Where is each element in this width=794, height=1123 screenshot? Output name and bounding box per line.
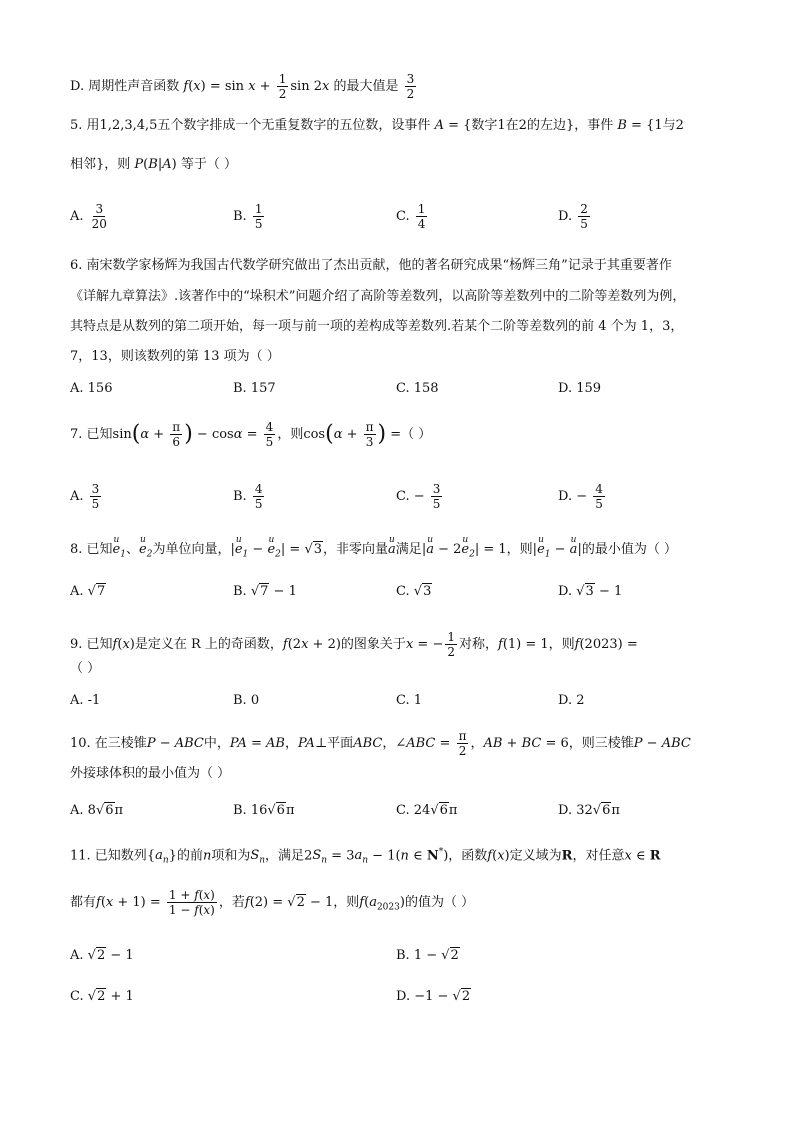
question-9: 9. 已知f(x)是定义在 R 上的奇函数，f(2x + 2)的图象关于x = − $\frac{1}{2}$ 对称，f(1) = 1，则f(2023) =: [70, 630, 638, 659]
q10-option-b: B. 16√6π: [233, 803, 295, 818]
q9-option-a: A. -1: [70, 693, 101, 708]
q10-option-c: C. 24√6π: [396, 803, 458, 818]
q6-option-c: C. 158: [396, 381, 439, 396]
q6-option-d: D. 159: [558, 381, 602, 396]
q11-option-c: C. √2 + 1: [70, 989, 134, 1004]
question-6-line1: 6. 南宋数学家杨辉为我国古代数学研究做出了杰出贡献，他的著名研究成果“杨辉三角”记录于其重要著作: [70, 258, 672, 273]
q9-option-b: B. 0: [233, 693, 260, 708]
q5-option-a: A. $\frac{3}{20}$: [70, 202, 107, 231]
q8-option-d: D. √3 − 1: [558, 584, 623, 599]
q9-option-d: D. 2: [558, 693, 585, 708]
question-6-line3: 其特点是从数列的第二项开始，每一项与前一项的差构成等差数列.若某个二阶等差数列的前 4 个为 1，3，: [70, 319, 684, 334]
question-10-line2: 外接球体积的最小值为（ ）: [70, 766, 231, 781]
q6-option-a: A. 156: [70, 381, 113, 396]
question-5-line2: 相邻}，则 P(B|A) 等于（ ）: [70, 157, 237, 172]
q10-option-d: D. 32√6π: [558, 803, 620, 818]
q11-option-a: A. √2 − 1: [70, 948, 134, 963]
q8-option-c: C. √3: [396, 584, 432, 599]
q10-option-a: A. 8√6π: [70, 803, 124, 818]
q11-option-d: D. −1 − √2: [396, 989, 471, 1004]
question-8: 8. 已知u $e_1$、u $e_2$为单位向量，|u $e_1 - u$ $e_2| = √3$，非零向量u a满足|u a − 2u $e_2| = 1$，则|u $e_1 - u$ a|的最小值为（ ）: [70, 541, 677, 564]
q4-option-d: D. 周期性声音函数 f(x) = sin x + $\frac{1}{2}$ sin 2x 的最大值是 $\frac{3}{2}$: [70, 72, 415, 101]
q5-option-b: B. $\frac{1}{5}$: [233, 202, 263, 231]
fraction: $\frac{3}{2}$: [406, 72, 415, 101]
q6-option-b: B. 157: [233, 381, 276, 396]
question-11: 11. 已知数列$\{a_n\}$的前n项和为$S_n$，满足$2S_n = 3a_n - 1(n$ ∈ N*)，函数f(x)定义域为R，对任意x ∈ R: [70, 847, 661, 866]
q7-option-b: B. $\frac{4}{5}$: [233, 482, 263, 511]
q9-option-c: C. 1: [396, 693, 423, 708]
q11-option-b: B. 1 − √2: [396, 948, 459, 963]
q5-option-d: D. $\frac{2}{5}$: [558, 202, 588, 231]
question-10: 10. 在三棱锥P − ABC中，PA = AB，PA⊥平面ABC，∠ABC = $\frac{\pi}{2}$ ，AB + BC = 6，则三棱锥P − ABC: [70, 729, 691, 758]
fraction: $\frac{1}{2}$: [278, 72, 287, 101]
q5-option-c: C. $\frac{1}{4}$: [396, 202, 426, 231]
q7-option-a: A. $\frac{3}{5}$: [70, 482, 100, 511]
question-6-line2: 《详解九章算法》.该著作中的“垛积术”问题介绍了高阶等差数列，以高阶等差数列中的二阶等差数列为例，: [70, 289, 686, 304]
question-11-line2: 都有f(x + 1) = $\frac{1 + f(x)}{1 - f(x)}$ ，若f(2) = √2 − 1，则$f(a_{2023})$的值为（ ）: [70, 888, 475, 917]
question-9-line2: （ ）: [70, 661, 101, 676]
q7-option-c: C. − $\frac{3}{5}$: [396, 482, 441, 511]
q7-option-d: D. − $\frac{4}{5}$: [558, 482, 603, 511]
q8-option-b: B. √7 − 1: [233, 584, 297, 599]
question-7: 7. 已知sin(α + $\frac{\pi}{6}$ ) − cosα = $\frac{4}{5}$ ，则cos(α + $\frac{\pi}{3}$ ) =（ ）: [70, 420, 432, 449]
question-6-line4: 7，13，则该数列的第 13 项为（ ）: [70, 349, 280, 364]
question-5-line1: 5. 用1,2,3,4,5五个数字排成一个无重复数字的五位数，设事件 A = {数字1在2的左边}，事件 B = {1与2: [70, 118, 684, 133]
q8-option-a: A. √7: [70, 584, 106, 599]
